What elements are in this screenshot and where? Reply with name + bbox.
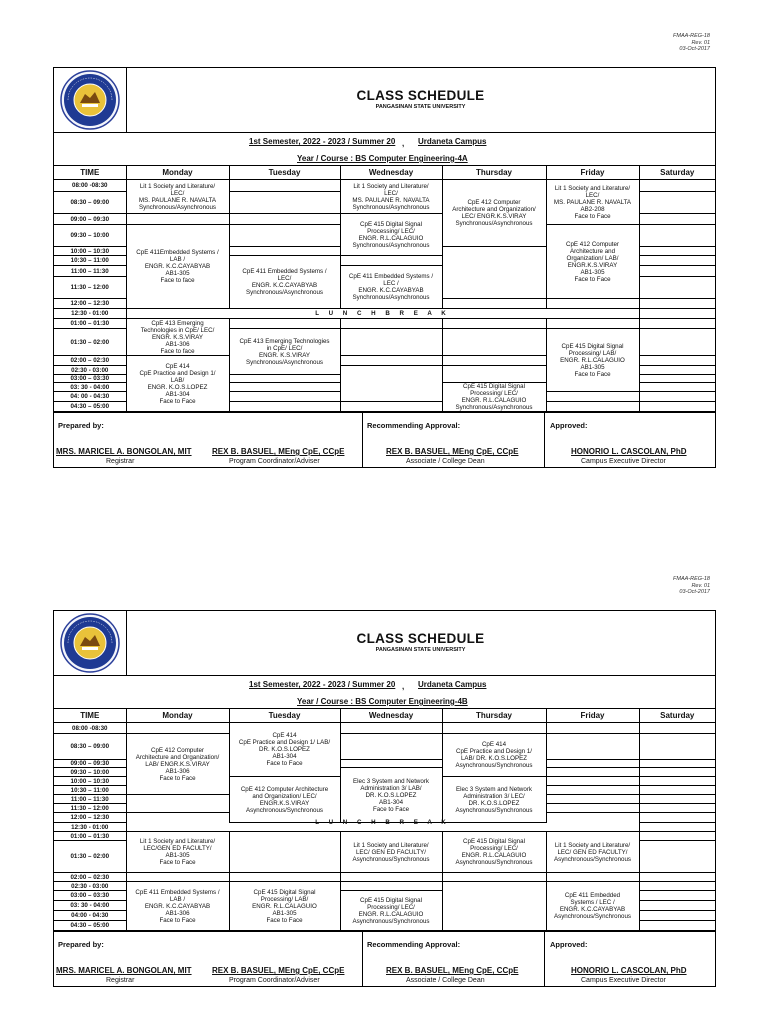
class-cell-line: Asynchronous/Synchronous bbox=[352, 917, 430, 925]
time-slot: 01:30 – 02:00 bbox=[54, 329, 126, 356]
year-course-text: Year / Course : BS Computer Engineering-4A bbox=[297, 154, 468, 163]
class-cell-line: CpE 412 Computer bbox=[566, 240, 619, 248]
col-header-tuesday: Tuesday bbox=[229, 166, 340, 180]
university-seal bbox=[54, 68, 127, 132]
class-cell-line: CpE 414 bbox=[165, 362, 190, 370]
class-cell-line: Synchronous/Asynchronous bbox=[455, 220, 533, 227]
time-slot: 02:30 - 03:00 bbox=[54, 882, 126, 891]
class-cell-line: Face to Face bbox=[159, 774, 196, 782]
class-cell bbox=[442, 832, 546, 873]
dean-name: REX B. BASUEL, MEng CpE, CCpE bbox=[386, 966, 519, 975]
time-slot: 08:30 – 09:00 bbox=[54, 734, 126, 760]
time-slot: 09:30 – 10:00 bbox=[54, 768, 126, 777]
class-cell-line: CpE 411 Embedded Systems / bbox=[348, 273, 434, 280]
class-cell-line: Asynchronous/Synchronous bbox=[455, 762, 533, 769]
prepared-by-label: Prepared by: bbox=[58, 421, 104, 430]
class-cell-line: CpE 411 Embedded Systems / bbox=[135, 888, 220, 896]
class-cell-line: Face to Face bbox=[159, 916, 196, 924]
time-slot: 08:30 – 09:00 bbox=[54, 192, 126, 214]
class-cell-line: ENGR. K.C.CAYABYAB bbox=[144, 263, 211, 270]
year-course-row bbox=[54, 692, 715, 709]
class-cell-line: Lit 1 Society and Literature/ bbox=[139, 182, 216, 190]
class-cell-line: AB1-304 bbox=[378, 798, 404, 806]
class-cell bbox=[546, 180, 639, 225]
class-cell-line: Organization/ LAB/ bbox=[566, 254, 619, 262]
recommending-approval-label: Recommending Approval: bbox=[367, 940, 461, 949]
semester-text: 1st Semester, 2022 - 2023 / Summer 20 bbox=[249, 680, 396, 689]
class-cell bbox=[126, 832, 229, 873]
registrar-position: Registrar bbox=[106, 977, 135, 984]
time-slot: 11:00 – 11:30 bbox=[54, 266, 126, 277]
dean-position: Associate / College Dean bbox=[406, 458, 485, 465]
class-cell bbox=[126, 180, 229, 214]
class-cell-line: Synchronous/Asynchronous bbox=[138, 203, 217, 211]
table-row bbox=[54, 882, 715, 891]
class-cell-line: CpE 411 Embedded Systems / bbox=[242, 268, 327, 275]
class-cell bbox=[340, 891, 442, 931]
page-title: CLASS SCHEDULE bbox=[356, 88, 485, 103]
class-cell-line: LEC/ GEN ED FACULTY/ bbox=[355, 848, 427, 856]
class-cell-line: LAB/ ENGR.K.S.VIRAY bbox=[145, 760, 210, 768]
class-cell-line: Asynchronous/Synchronous bbox=[245, 806, 324, 814]
class-cell-line: and Organization/ LEC/ bbox=[252, 792, 317, 800]
class-cell bbox=[340, 266, 442, 309]
class-cell-line: ENGR. R.L.CALAGUIO bbox=[358, 234, 424, 242]
time-slot: 11:00 – 11:30 bbox=[54, 795, 126, 804]
col-header-time: TIME bbox=[54, 709, 126, 723]
class-cell-line: CpE 415 Digital Signal bbox=[360, 220, 422, 228]
col-header-monday: Monday bbox=[126, 166, 229, 180]
class-cell-line: Elec 3 System and Network bbox=[353, 777, 429, 785]
form-reference: FMAA-REG-18 Rev. 01 03-Oct-2017 bbox=[673, 576, 710, 595]
time-slot: 03:00 – 03:30 bbox=[54, 375, 126, 383]
class-cell-line: Administration 3/ LAB/ bbox=[360, 784, 422, 792]
class-cell bbox=[442, 180, 546, 247]
class-cell bbox=[126, 882, 229, 931]
table-header-row bbox=[54, 166, 715, 180]
class-cell-line: Processing/ LEC/ bbox=[470, 390, 518, 397]
class-cell-line: CpE 415 Digital Signal bbox=[463, 383, 525, 390]
lunch-break: L U N C H B R E A K bbox=[126, 309, 639, 319]
registrar-name: MRS. MARICEL A. BONGOLAN, MIT bbox=[56, 447, 192, 456]
class-cell-line: Lit 1 Society and Literature/ bbox=[554, 841, 631, 849]
class-cell-line: CpE 415 Digital Signal bbox=[360, 896, 422, 904]
class-cell-line: CpE 413 Emerging bbox=[151, 319, 204, 327]
class-cell-line: AB1-305 bbox=[165, 852, 190, 859]
class-cell-line: Administration 3/ LEC/ bbox=[463, 792, 525, 800]
class-cell-line: CpE 412 Computer Architecture bbox=[240, 785, 329, 793]
table-row bbox=[54, 873, 715, 882]
class-cell-line: AB1-305 bbox=[580, 268, 605, 276]
class-cell-line: Face to face bbox=[160, 347, 195, 355]
lunch-break: L U N C H B R E A K bbox=[126, 813, 639, 832]
class-cell-line: DR. K.O.S.LOPEZ bbox=[468, 799, 520, 807]
class-cell-line: Processing/ LEC/ bbox=[367, 903, 415, 911]
class-cell-line: Synchronous/Asynchronous bbox=[245, 289, 324, 296]
class-cell bbox=[229, 723, 340, 777]
class-cell-line: LEC/ GEN ED FACULTY/ bbox=[557, 848, 628, 856]
class-cell-line: Lit 1 Society and Literature/ bbox=[139, 838, 216, 845]
time-slot: 08:00 -08:30 bbox=[54, 180, 126, 192]
time-slot: 04:30 – 05:00 bbox=[54, 402, 126, 412]
director-position: Campus Executive Director bbox=[581, 458, 666, 465]
time-slot: 11:30 – 12:00 bbox=[54, 277, 126, 299]
table-row bbox=[54, 180, 715, 192]
class-cell bbox=[442, 734, 546, 777]
class-cell-line: LEC / bbox=[383, 280, 399, 287]
class-cell-line: AB1-306 bbox=[165, 340, 190, 348]
table-header-row bbox=[54, 709, 715, 723]
class-cell-line: AB1-306 bbox=[165, 909, 190, 917]
university-seal-icon bbox=[60, 613, 120, 673]
class-cell-line: Asynchronous/Synchronous bbox=[352, 855, 430, 863]
class-cell-line: Elec 3 System and Network bbox=[456, 785, 532, 793]
class-cell-line: Asynchronous/Synchronous bbox=[455, 806, 533, 814]
class-cell-line: CpE 411Embedded Systems / bbox=[136, 249, 219, 256]
time-slot: 09:30 – 10:00 bbox=[54, 225, 126, 247]
class-cell bbox=[442, 383, 546, 412]
class-cell-line: Face to Face bbox=[574, 275, 611, 283]
schedule-table bbox=[54, 166, 715, 412]
signature-block bbox=[54, 412, 715, 467]
class-cell-line: Lit 1 Society and Literature/ bbox=[554, 184, 631, 192]
campus-text: Urdaneta Campus bbox=[418, 137, 487, 146]
class-cell bbox=[229, 256, 340, 309]
director-name: HONORIO L. CASCOLAN, PhD bbox=[571, 966, 687, 975]
class-cell bbox=[340, 832, 442, 873]
col-header-tuesday: Tuesday bbox=[229, 709, 340, 723]
class-cell-line: ENGR. R.L.CALAGUIO bbox=[461, 852, 527, 859]
class-cell-line: Face to Face bbox=[574, 370, 611, 378]
semester-row: 1st Semester, 2022 - 2023 / Summer 20 , Urdaneta Campus bbox=[249, 680, 487, 691]
class-cell bbox=[546, 882, 639, 931]
time-slot: 02:00 – 02:30 bbox=[54, 356, 126, 366]
year-course-text: Year / Course : BS Computer Engineering-4B bbox=[297, 697, 468, 706]
class-cell-line: Face to Face bbox=[372, 805, 410, 813]
schedule-table bbox=[54, 709, 715, 931]
class-cell-line: Face to Face bbox=[159, 397, 196, 405]
time-slot: 02:00 – 02:30 bbox=[54, 873, 126, 882]
class-cell-line: AB2-208 bbox=[580, 205, 605, 213]
class-cell-line: Processing/ LAB/ bbox=[260, 895, 309, 903]
time-slot: 01:30 – 02:00 bbox=[54, 841, 126, 873]
class-cell-line: Synchronous/Asynchronous bbox=[455, 404, 533, 411]
class-cell-line: CpE Practice and Design 1/ LAB/ bbox=[238, 739, 331, 746]
class-cell-line: LEC/ bbox=[277, 275, 292, 282]
class-cell-line: Architecture and Organization/ bbox=[135, 753, 220, 761]
class-cell-line: LEC/ ENGR.K.S.VIRAY bbox=[461, 213, 527, 220]
time-slot: 12:00 – 12:30 bbox=[54, 813, 126, 823]
class-cell-line: Asynchronous/Synchronous bbox=[553, 913, 632, 920]
class-cell-line: CpE 414 bbox=[272, 732, 297, 739]
class-cell bbox=[126, 356, 229, 412]
class-cell-line: ENGR. K.O.S.LOPEZ bbox=[147, 383, 208, 391]
class-cell bbox=[229, 882, 340, 931]
class-cell bbox=[126, 225, 229, 309]
class-cell-line: CpE 415 Digital Signal bbox=[463, 838, 525, 845]
class-cell-line: CpE 413 Emerging Technologies bbox=[239, 337, 330, 345]
time-slot: 11:30 – 12:00 bbox=[54, 804, 126, 813]
sheet-header bbox=[54, 611, 715, 676]
class-cell-line: Asynchronous/Synchronous bbox=[553, 855, 632, 863]
class-cell-line: LEC/ bbox=[384, 189, 398, 197]
title-area bbox=[126, 68, 715, 132]
coordinator-name: REX B. BASUEL, MEng CpE, CCpE bbox=[212, 966, 345, 975]
class-cell bbox=[340, 214, 442, 256]
col-header-thursday: Thursday bbox=[442, 709, 546, 723]
class-cell-line: Synchronous/Asynchronous bbox=[352, 203, 430, 211]
class-cell-line: LEC/GEN ED FACULTY/ bbox=[143, 845, 212, 852]
class-cell-line: Face to Face bbox=[266, 760, 303, 767]
university-seal-icon bbox=[60, 70, 120, 130]
class-cell-line: MS. PAULANE R. NAVALTA bbox=[553, 198, 632, 206]
schedule-sheet-4a bbox=[53, 67, 716, 468]
class-cell-line: CpE 412 Computer bbox=[151, 746, 204, 754]
signature-block bbox=[54, 931, 715, 986]
dean-position: Associate / College Dean bbox=[406, 977, 485, 984]
time-slot: 03:00 – 03:30 bbox=[54, 891, 126, 901]
class-cell-line: LAB/ bbox=[170, 376, 185, 384]
class-cell-line: Lit 1 Society and Literature/ bbox=[353, 841, 429, 849]
campus-text: Urdaneta Campus bbox=[418, 680, 487, 689]
time-slot: 08:00 -08:30 bbox=[54, 723, 126, 734]
coordinator-position: Program Coordinator/Adviser bbox=[229, 458, 320, 465]
semester-row: 1st Semester, 2022 - 2023 / Summer 20 , Urdaneta Campus bbox=[249, 137, 487, 148]
class-cell-line: in CpE/ LEC/ bbox=[266, 344, 303, 352]
class-cell-line: ENGR. R.L.CALAGUIO bbox=[358, 910, 424, 918]
class-cell-line: ENGR. K.S.VIRAY bbox=[151, 333, 204, 341]
class-cell-line: CpE 415 Digital Signal bbox=[561, 342, 624, 350]
class-cell bbox=[229, 329, 340, 375]
class-cell-line: ENGR. R.L.CALAGUIO bbox=[252, 902, 317, 910]
class-cell-line: ENGR. K.C.CAYABYAB bbox=[251, 282, 318, 289]
col-header-saturday: Saturday bbox=[639, 166, 715, 180]
time-slot: 10:00 – 10:30 bbox=[54, 247, 126, 256]
time-slot: 02:30 - 03:00 bbox=[54, 366, 126, 375]
class-cell-line: AB1-306 bbox=[165, 767, 190, 775]
time-slot: 12:30 - 01:00 bbox=[54, 823, 126, 832]
class-cell-line: Processing/ LEC/ bbox=[367, 227, 415, 235]
class-cell-line: DR. K.O.S.LOPEZ bbox=[259, 746, 310, 753]
time-slot: 03: 30 - 04:00 bbox=[54, 901, 126, 911]
class-cell-line: LAB / bbox=[169, 256, 186, 263]
class-cell-line: Face to Face bbox=[266, 916, 303, 924]
class-cell-line: CpE 415 Digital Signal bbox=[253, 888, 316, 896]
class-cell-line: Systems / LEC / bbox=[570, 899, 615, 906]
time-slot: 12:00 – 12:30 bbox=[54, 299, 126, 309]
form-reference: FMAA-REG-18 Rev. 01 03-Oct-2017 bbox=[673, 33, 710, 52]
time-slot: 09:00 – 09:30 bbox=[54, 214, 126, 225]
class-cell-line: CpE 411 Embedded bbox=[564, 892, 621, 899]
class-cell-line: Face to Face bbox=[159, 859, 196, 866]
table-row bbox=[54, 319, 715, 329]
university-seal bbox=[54, 611, 127, 675]
col-header-wednesday: Wednesday bbox=[340, 709, 442, 723]
class-cell-line: DR. K.O.S.LOPEZ bbox=[365, 791, 417, 799]
class-cell bbox=[340, 180, 442, 214]
recommending-approval-label: Recommending Approval: bbox=[367, 421, 461, 430]
class-cell-line: Processing/ LAB/ bbox=[568, 349, 617, 357]
class-cell bbox=[546, 832, 639, 873]
class-cell-line: Architecture and Organization/ bbox=[452, 206, 536, 213]
table-row bbox=[54, 723, 715, 734]
class-cell-line: AB1-305 bbox=[165, 270, 190, 277]
table-row bbox=[54, 832, 715, 841]
class-cell-line: LEC/ bbox=[585, 191, 600, 199]
title-area bbox=[126, 611, 715, 675]
semester-text: 1st Semester, 2022 - 2023 / Summer 20 bbox=[249, 137, 396, 146]
class-cell-line: AB1-305 bbox=[580, 363, 605, 371]
class-cell-line: ENGR.K.S.VIRAY bbox=[259, 799, 310, 807]
time-slot: 01:00 – 01:30 bbox=[54, 319, 126, 329]
university-name: PANGASINAN STATE UNIVERSITY bbox=[375, 104, 466, 110]
time-slot: 10:00 – 10:30 bbox=[54, 777, 126, 786]
col-header-monday: Monday bbox=[126, 709, 229, 723]
registrar-position: Registrar bbox=[106, 458, 135, 465]
class-cell-line: MS. PAULANE R. NAVALTA bbox=[138, 196, 217, 204]
class-cell-line: Technologies in CpE/ LEC/ bbox=[140, 326, 215, 334]
table-row bbox=[54, 734, 715, 760]
dean-name: REX B. BASUEL, MEng CpE, CCpE bbox=[386, 447, 519, 456]
university-name: PANGASINAN STATE UNIVERSITY bbox=[375, 647, 466, 653]
time-slot: 10:30 – 11:00 bbox=[54, 786, 126, 795]
table-row bbox=[54, 309, 715, 319]
class-cell-line: LEC/ bbox=[170, 189, 185, 197]
time-slot: 04:00 - 04:30 bbox=[54, 911, 126, 921]
coordinator-name: REX B. BASUEL, MEng CpE, CCpE bbox=[212, 447, 345, 456]
class-cell-line: ENGR. R.L.CALAGUIO bbox=[461, 397, 527, 404]
class-cell-line: Synchronous/Asynchronous bbox=[245, 358, 324, 366]
director-position: Campus Executive Director bbox=[581, 977, 666, 984]
class-cell bbox=[546, 329, 639, 392]
col-header-thursday: Thursday bbox=[442, 166, 546, 180]
class-cell-line: ENGR. K.C.CAYABYAB bbox=[144, 902, 211, 910]
class-cell-line: AB1-304 bbox=[165, 390, 190, 398]
sheet-header bbox=[54, 68, 715, 133]
registrar-name: MRS. MARICEL A. BONGOLAN, MIT bbox=[56, 966, 192, 975]
class-cell bbox=[126, 734, 229, 795]
class-cell-line: CpE Practice and Design 1/ bbox=[139, 369, 216, 377]
time-slot: 04: 00 - 04:30 bbox=[54, 392, 126, 402]
class-cell-line: ENGR. K.C.CAYABYAB bbox=[559, 906, 626, 913]
class-cell-line: Face to Face bbox=[574, 212, 611, 220]
class-cell bbox=[126, 319, 229, 356]
class-cell bbox=[546, 225, 639, 299]
time-slot: 12:30 - 01:00 bbox=[54, 309, 126, 319]
schedule-sheet-4b bbox=[53, 610, 716, 987]
director-name: HONORIO L. CASCOLAN, PhD bbox=[571, 447, 687, 456]
class-cell-line: ENGR.K.S.VIRAY bbox=[567, 261, 618, 269]
class-cell-line: ENGR. R.L.CALAGUIO bbox=[560, 356, 625, 364]
year-course-row bbox=[54, 149, 715, 166]
col-header-wednesday: Wednesday bbox=[340, 166, 442, 180]
col-header-time: TIME bbox=[54, 166, 126, 180]
col-header-friday: Friday bbox=[546, 709, 639, 723]
class-cell-line: Architecture and bbox=[569, 247, 616, 255]
class-cell-line: Synchronous/Asynchronous bbox=[352, 294, 430, 301]
class-cell-line: LAB/ DR. K.O.S.LOPEZ bbox=[460, 755, 528, 762]
time-slot: 01:00 – 01:30 bbox=[54, 832, 126, 841]
class-cell-line: CpE 412 Computer bbox=[467, 199, 521, 206]
class-cell-line: Processing/ LEC/ bbox=[470, 845, 518, 852]
class-cell-line: Lit 1 Society and Literature/ bbox=[353, 182, 429, 190]
class-cell-line: MS. PAULANE R. NAVALTA bbox=[352, 196, 430, 204]
time-slot: 03: 30 - 04:00 bbox=[54, 383, 126, 392]
class-cell-line: AB1-305 bbox=[272, 909, 297, 917]
col-header-friday: Friday bbox=[546, 166, 639, 180]
class-cell-line: Synchronous/Asynchronous bbox=[352, 241, 430, 249]
class-cell-line: CpE 414 bbox=[481, 741, 507, 748]
time-slot: 04:30 – 05:00 bbox=[54, 921, 126, 931]
class-cell-line: ENGR. K.C.CAYABYAB bbox=[358, 287, 424, 294]
time-slot: 10:30 – 11:00 bbox=[54, 256, 126, 266]
class-cell-line: CpE Practice and Design 1/ bbox=[455, 748, 532, 755]
prepared-by-label: Prepared by: bbox=[58, 940, 104, 949]
class-cell-line: LAB / bbox=[169, 895, 186, 903]
class-cell-line: Face to face bbox=[160, 277, 195, 284]
coordinator-position: Program Coordinator/Adviser bbox=[229, 977, 320, 984]
approved-label: Approved: bbox=[550, 940, 588, 949]
table-row bbox=[54, 813, 715, 823]
page-title: CLASS SCHEDULE bbox=[356, 631, 485, 646]
class-cell-line: Asynchronous/Synchronous bbox=[455, 859, 533, 866]
class-cell-line: ENGR. K.S.VIRAY bbox=[258, 351, 311, 359]
approved-label: Approved: bbox=[550, 421, 588, 430]
time-slot: 09:00 – 09:30 bbox=[54, 760, 126, 768]
col-header-saturday: Saturday bbox=[639, 709, 715, 723]
class-cell-line: AB1-304 bbox=[272, 753, 297, 760]
